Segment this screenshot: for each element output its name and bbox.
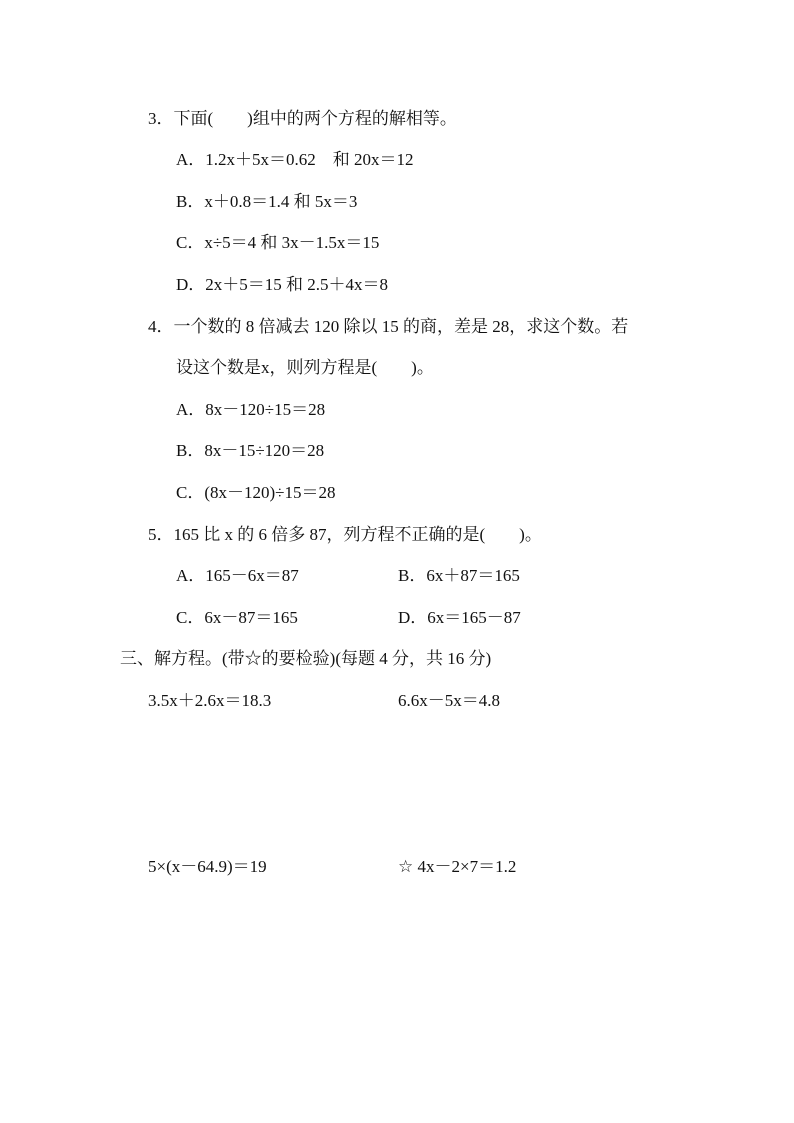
question-3-option-b: B．x＋0.8＝1.4 和 5x＝3 (176, 192, 358, 211)
question-4-stem-continued: 设这个数是x，则列方程是( )。 (176, 358, 434, 377)
question-4-option-a: A．8x－120÷15＝28 (176, 400, 326, 419)
equation-4-starred: ☆ 4x－2×7＝1.2 (398, 857, 517, 876)
question-5-option-c: C．6x－87＝165 (176, 608, 298, 627)
question-4-option-b: B．8x－15÷120＝28 (176, 441, 325, 460)
question-4-option-c: C．(8x－120)÷15＝28 (176, 483, 336, 502)
section-3-title: 三、解方程。(带☆的要检验)(每题 4 分，共 16 分) (120, 649, 492, 668)
question-5-option-a: A．165－6x＝87 (176, 566, 299, 585)
question-5-option-b: B．6x＋87＝165 (398, 566, 520, 585)
question-3-option-d: D．2x＋5＝15 和 2.5＋4x＝8 (176, 275, 389, 294)
question-5-stem: 5．165 比 x 的 6 倍多 87，列方程不正确的是( )。 (148, 525, 542, 544)
question-3-option-a: A．1.2x＋5x＝0.62 和 20x＝12 (176, 150, 414, 169)
question-5-option-d: D．6x＝165－87 (398, 608, 521, 627)
question-3-stem: 3．下面( )组中的两个方程的解相等。 (148, 109, 457, 128)
equation-3: 5×(x－64.9)＝19 (148, 857, 267, 876)
question-4-stem: 4．一个数的 8 倍减去 120 除以 15 的商，差是 28，求这个数。若 (148, 317, 629, 336)
equation-1: 3.5x＋2.6x＝18.3 (148, 691, 272, 710)
question-3-option-c: C．x÷5＝4 和 3x－1.5x＝15 (176, 233, 380, 252)
equation-2: 6.6x－5x＝4.8 (398, 691, 500, 710)
